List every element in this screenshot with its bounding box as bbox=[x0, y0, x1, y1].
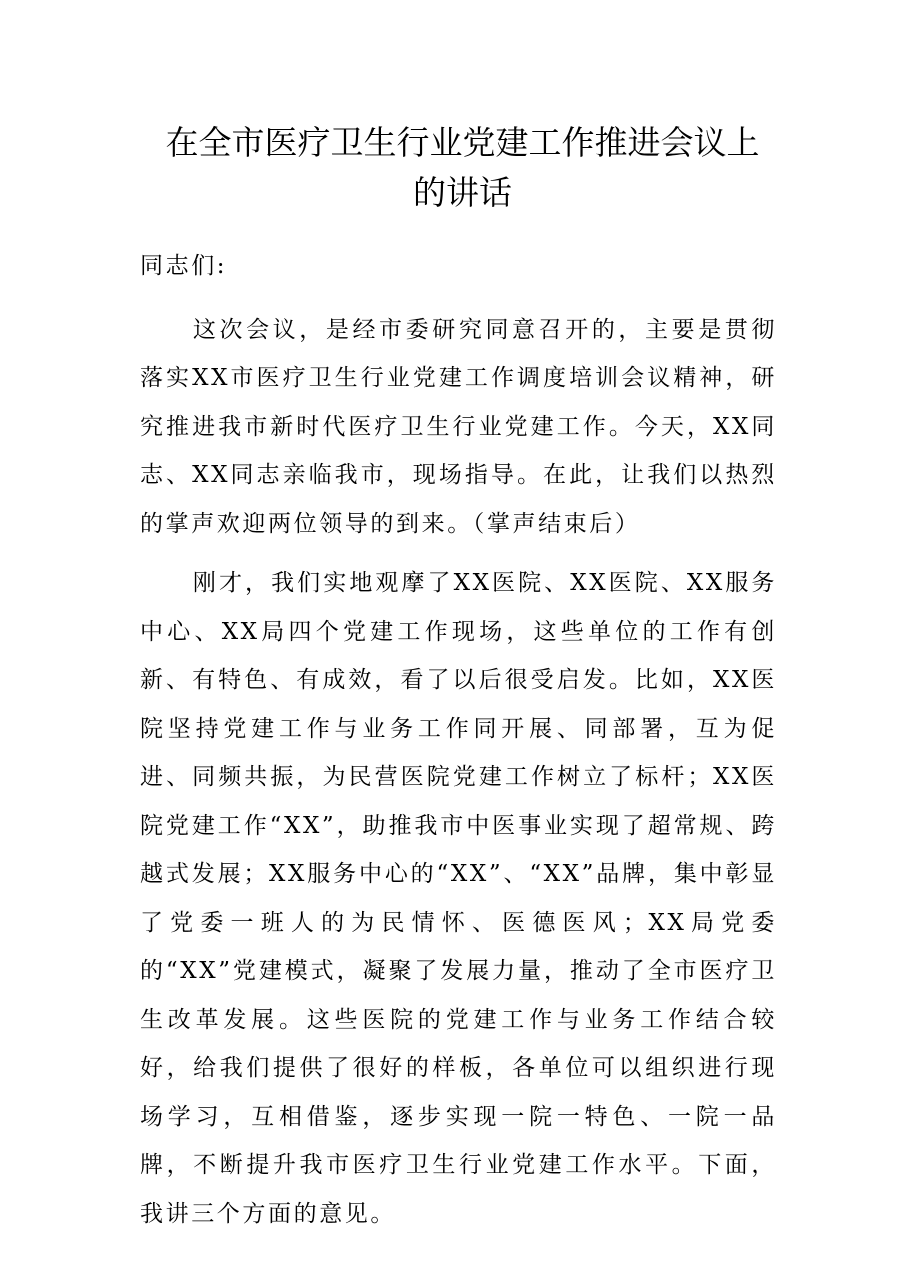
document-body bbox=[140, 242, 777, 1238]
paragraph-opening: 这次会议，是经市委研究同意召开的，主要是贯彻落实XX市医疗卫生行业党建工作调度培训会议精神，研究推进我市新时代医疗卫生行业党建工作。今天，XX同志、XX同志亲临我市，现场指导。在此，让我们以热烈的掌声欢迎两位领导的到来。（掌声结束后） bbox=[140, 316, 777, 537]
document-title-line-2: 的讲话 bbox=[413, 173, 512, 212]
document-title-line-1: 在全市医疗卫生行业党建工作推进会议上 bbox=[165, 123, 760, 162]
salutation: 同志们: bbox=[140, 253, 228, 279]
document-title bbox=[140, 118, 777, 218]
paragraph-observation: 刚才，我们实地观摩了XX医院、XX医院、XX服务中心、XX局四个党建工作现场，这些单位的工作有创新、有特色、有成效，看了以后很受启发。比如，XX医院坚持党建工作与业务工作同开展、同部署，互为促进、同频共振，为民营医院党建工作树立了标杆；XX医院党建工作“XX”，助推我市中医事业实现了超常规、跨越式发展；XX服务中心的“XX”、“XX”品牌，集中彰显了党委一班人的为民情怀、医德医风；XX局党委的“XX”党建模式，凝聚了发展力量，推动了全市医疗卫生改革发展。这些医院的党建工作与业务工作结合较好，给我们提供了很好的样板，各单位可以组织进行现场学习，互相借鉴，逐步实现一院一特色、一院一品牌，不断提升我市医疗卫生行业党建工作水平。下面，我讲三个方面的意见。 bbox=[140, 570, 777, 1227]
